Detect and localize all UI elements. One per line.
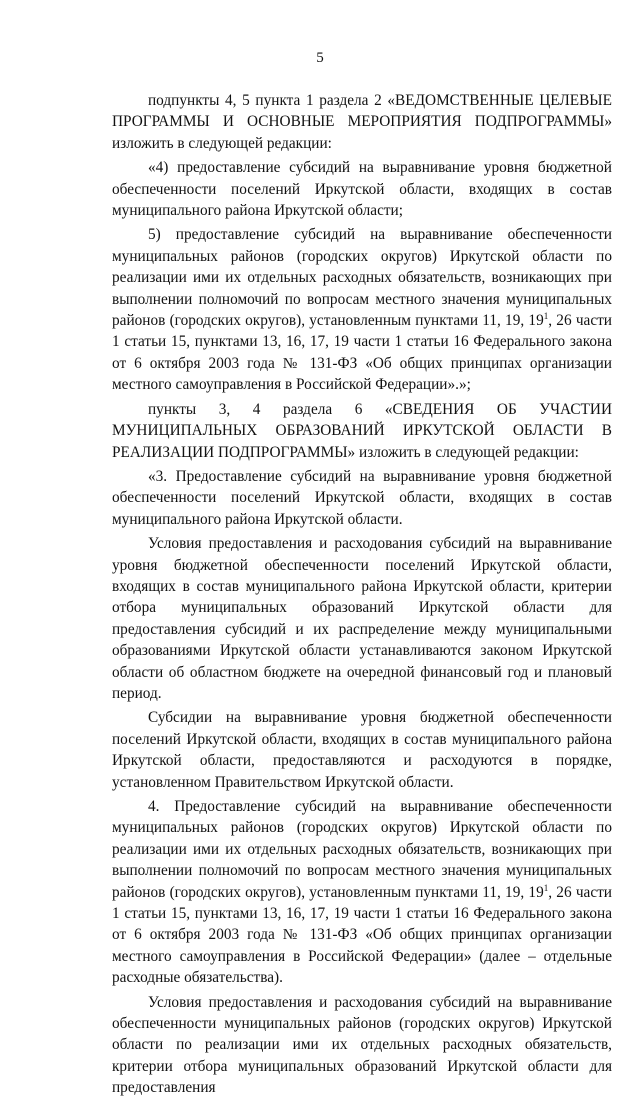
text-span: , 26 части 1 статьи 15, пунктами 13, 16, 17, 19 части 1 статьи 16 Федерального закона от 6 октября 2003 года № 131-ФЗ «Об общих принципах организации местного самоуправления в Российской Федерации».»;	[112, 312, 612, 394]
paragraph-item-4	[112, 796, 612, 989]
paragraph-item-5	[112, 224, 612, 395]
paragraph: Условия предоставления и расходования субсидий на выравнивание уровня бюджетной обеспеченности поселений Иркутской области, входящих в состав муниципального района Иркутской области, критерии отбора муниципальных образований Иркутской области для предоставления субсидий и их распределение между муниципальными образованиями Иркутской области устанавливаются законом Иркутской области об областном бюджете на очередной финансовый год и плановый период.	[112, 535, 612, 702]
superscript: 1	[543, 311, 549, 322]
paragraph: Условия предоставления и расходования субсидий на выравнивание обеспеченности муниципальных районов (городских округов) Иркутской области по реализации ими их отдельных расходных обязательств, критерии отбора муниципальных образований Иркутской области для предоставления	[112, 993, 612, 1097]
paragraph: Субсидии на выравнивание уровня бюджетной обеспеченности поселений Иркутской области, входящих в состав муниципального района Иркутской области, предоставляются и расходуются в порядке, установленном Правительством Иркутской области.	[112, 709, 612, 791]
document-body	[112, 90, 612, 1102]
paragraph: пункты 3, 4 раздела 6 «СВЕДЕНИЯ ОБ УЧАСТИИ МУНИЦИПАЛЬНЫХ ОБРАЗОВАНИЙ ИРКУТСКОЙ ОБЛАСТИ В РЕАЛИЗАЦИИ ПОДПРОГРАММЫ» изложить в следующей редакции:	[112, 400, 612, 461]
paragraph: «4) предоставление субсидий на выравнивание уровня бюджетной обеспеченности поселений Иркутской области, входящих в состав муниципального района Иркутской области;	[112, 159, 612, 220]
paragraph: подпункты 4, 5 пункта 1 раздела 2 «ВЕДОМСТВЕННЫЕ ЦЕЛЕВЫЕ ПРОГРАММЫ И ОСНОВНЫЕ МЕРОПРИЯТИЯ ПОДПРОГРАММЫ» изложить в следующей редакции:	[112, 92, 612, 152]
paragraph: «3. Предоставление субсидий на выравнивание уровня бюджетной обеспеченности поселений Иркутской области, входящих в состав муниципального района Иркутской области.	[112, 467, 612, 528]
superscript: 1	[543, 882, 549, 893]
text-span: , 26 части 1 статьи 15, пунктами 13, 16, 17, 19 части 1 статьи 16 Федерального закона от 6 октября 2003 года № 131-ФЗ «Об общих принципах организации местного самоуправления в Российской Федерации» (далее – отдельные расходные обязательства).	[112, 883, 612, 987]
text-span: 5) предоставление субсидий на выравнивание обеспеченности муниципальных районов (городских округов) Иркутской области по реализации ими их отдельных расходных обязательств, возникающих при выполнении полномочий по вопросам местного значения муниципальных районов (городских округов), установленным пунктами 11, 19, 19	[112, 226, 612, 330]
text-span: 4. Предоставление субсидий на выравнивание обеспеченности муниципальных районов (городских округов) Иркутской области по реализации ими их отдельных расходных обязательств, возникающих при выполнении полномочий по вопросам местного значения муниципальных районов (городских округов), установленным пунктами 11, 19, 19	[112, 798, 612, 901]
page-number: 5	[316, 50, 324, 66]
